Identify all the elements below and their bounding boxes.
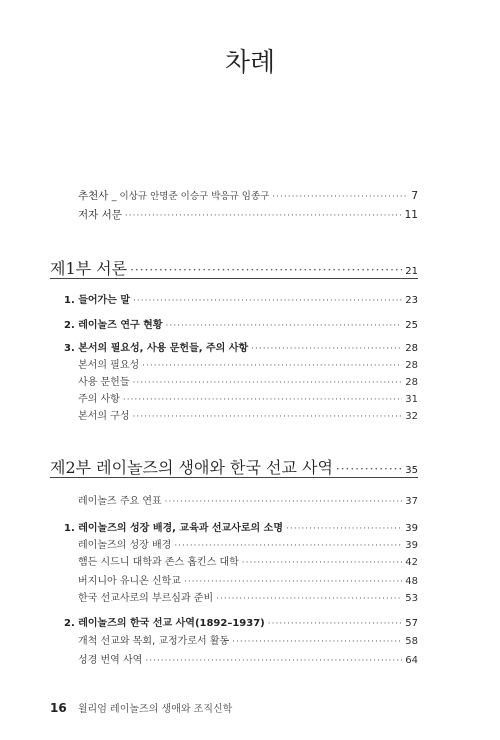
toc-section[interactable]: 본서의 필요성 ····· 28 [78, 356, 418, 371]
toc-section[interactable]: 사용 문헌들 ····· 28 [78, 373, 418, 388]
toc-entry-foreword[interactable] [78, 188, 418, 203]
leader-dots [242, 558, 402, 568]
page-footer [50, 700, 232, 715]
leader-dots [130, 263, 402, 277]
leader-dots [132, 412, 402, 422]
toc-section[interactable]: 한국 선교사로의 부르심과 준비 ····· 53 [78, 589, 418, 604]
entry-page: 11 [404, 209, 418, 221]
toc-section[interactable]: 주의 사항 ····· 31 [78, 390, 418, 405]
toc-chapter[interactable]: 2. 레이놀즈의 한국 선교 사역(1892–1937) ····· 57 [64, 614, 418, 629]
toc-section[interactable]: 레이놀즈의 성장 배경 ····· 39 [78, 536, 418, 551]
running-title: 윌리엄 레이놀즈의 생애와 조직신학 [77, 704, 233, 715]
leader-dots [174, 541, 402, 551]
leader-dots [184, 577, 402, 587]
toc-section[interactable]: 개척 선교와 목회, 교정가로서 활동 ····· 58 [78, 632, 418, 647]
leader-dots [272, 192, 408, 202]
part-page: 35 [405, 465, 418, 476]
leader-dots [268, 619, 403, 629]
leader-dots [165, 497, 403, 507]
part-page: 21 [405, 266, 418, 277]
entry-label: 저자 서문 [78, 209, 122, 221]
leader-dots [125, 211, 402, 221]
divider-rule [50, 278, 418, 279]
page-number: 16 [50, 701, 67, 715]
part-title: 제1부 서론 [50, 259, 128, 278]
leader-dots [336, 462, 402, 476]
leader-dots [142, 361, 402, 371]
toc-chapter[interactable]: 1. 들어가는 말 ····· 23 [64, 291, 418, 306]
toc-section[interactable]: 본서의 구성 ····· 32 [78, 407, 418, 422]
toc-section[interactable]: 성경 번역 사역 ····· 64 [78, 651, 418, 666]
toc-section[interactable]: 버지니아 유니온 신학교 ····· 48 [78, 572, 418, 587]
leader-dots [232, 637, 402, 647]
toc-section[interactable]: 햄든 시드니 대학과 존스 홉킨스 대학 ····· 42 [78, 553, 418, 568]
leader-dots [165, 321, 402, 331]
leader-dots [286, 524, 402, 534]
part-title: 제2부 레이놀즈의 생애와 한국 선교 사역 [50, 458, 333, 477]
toc-part-2[interactable] [50, 455, 418, 478]
toc-chapter[interactable]: 1. 레이놀즈의 성장 배경, 교육과 선교사로의 소명 ····· 39 [64, 519, 418, 534]
entry-authors: _ 이상규 안명준 이승구 박응규 임종구 [111, 191, 270, 202]
leader-dots [123, 395, 402, 405]
toc-entry-preface[interactable] [78, 207, 418, 222]
entry-page: 7 [411, 190, 418, 202]
toc-chapter[interactable]: 2. 레이놀즈 연구 현황 ····· 25 [64, 316, 418, 331]
leader-dots [145, 656, 402, 666]
entry-label: 추천사 [78, 190, 109, 202]
toc-chapter[interactable]: 3. 본서의 필요성, 사용 문헌들, 주의 사항 ····· 28 [64, 339, 418, 354]
leader-dots [216, 594, 402, 604]
leader-dots [133, 296, 402, 306]
divider-rule [50, 477, 418, 478]
toc-part-1[interactable] [50, 256, 418, 279]
toc-title: 차례 [224, 48, 276, 78]
leader-dots [132, 378, 402, 388]
toc-section[interactable]: 레이놀즈 주요 연표 ····· 37 [78, 492, 418, 507]
leader-dots [251, 344, 402, 354]
